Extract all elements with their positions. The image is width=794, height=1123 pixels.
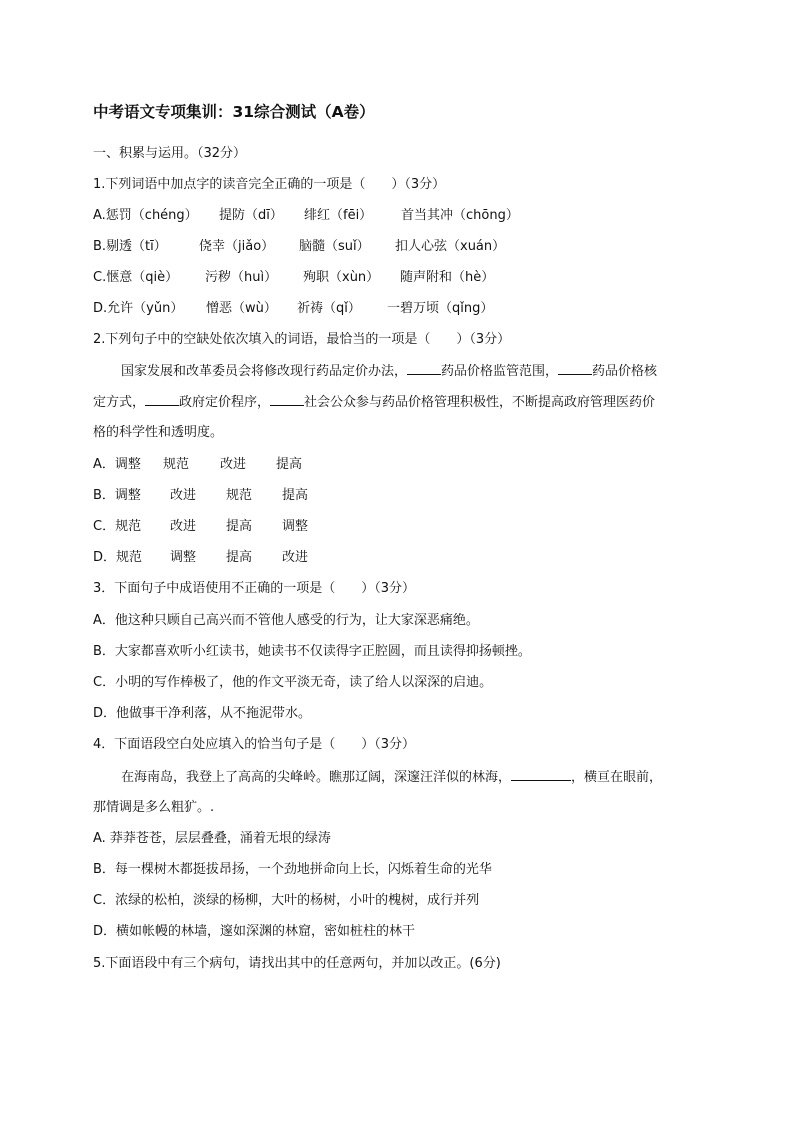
question-1-option-c (93, 269, 494, 287)
option-word: 规范 (226, 488, 253, 503)
option-word: 污秽（huì） (205, 270, 278, 285)
option-word: 提高 (226, 550, 253, 565)
passage-text: 国家发展和改革委员会将修改现行药品定价办法， (121, 364, 408, 379)
option-word: A.惩罚（chéng） (93, 208, 198, 223)
question-3-option-c: C．小明的写作棒极了，他的作文平淡无奇，读了给人以深深的启迪。 (93, 675, 493, 690)
question-1-option-a (93, 207, 519, 225)
passage-text: 定方式， (93, 395, 146, 410)
question-4-passage-line-2: 那情调是多么粗犷。. (93, 800, 215, 815)
answer-blank (407, 362, 441, 375)
option-word: C.惬意（qiè） (93, 270, 179, 285)
question-2-option-d (93, 549, 308, 567)
question-3-stem: 3．下面句子中成语使用不正确的一项是（ ）（3分） (93, 581, 416, 596)
option-word: 提高 (276, 457, 303, 472)
question-3-option-d: D．他做事干净利落，从不拖泥带水。 (93, 706, 312, 721)
question-4-passage-line-1 (121, 768, 662, 787)
option-word: 扣人心弦（xuán） (395, 239, 506, 254)
question-3-option-a: A．他这种只顾自己高兴而不管他人感受的行为，让大家深恶痛绝。 (93, 613, 479, 628)
option-word: 改进 (220, 457, 247, 472)
question-3-option-b: B．大家都喜欢听小红读书，她读书不仅读得字正腔圆，而且读得抑扬顿挫。 (93, 644, 531, 659)
question-2-passage-line-3: 格的科学性和透明度。 (93, 425, 224, 440)
question-2-stem: 2.下列句子中的空缺处依次填入的词语，最恰当的一项是（ ）（3分） (93, 332, 511, 347)
passage-text: 在海南岛，我登上了高高的尖峰岭。瞧那辽阔，深邃汪洋似的林海， (121, 770, 512, 785)
passage-text: 药品价格监管范围， (441, 364, 559, 379)
option-word: A．调整 (93, 457, 141, 472)
question-1-option-b (93, 238, 505, 256)
option-word: 调整 (170, 550, 197, 565)
passage-text: 政府定价程序， (179, 395, 271, 410)
question-4-option-c: C．浓绿的松柏，淡绿的杨柳，大叶的杨树，小叶的槐树，成行并列 (93, 893, 480, 908)
section-heading: 一、积累与运用。（32分） (93, 146, 247, 161)
question-5-stem: 5.下面语段中有三个病句，请找出其中的任意两句，并加以改正。(6分) (93, 956, 501, 971)
option-word: 随声附和（hè） (400, 270, 495, 285)
option-word: 改进 (170, 488, 197, 503)
option-word: 一碧万顷（qǐng） (387, 301, 494, 316)
option-word: 首当其冲（chōng） (401, 208, 519, 223)
passage-text: ，横亘在眼前， (571, 770, 663, 785)
option-word: 改进 (170, 519, 197, 534)
option-word: 提高 (226, 519, 253, 534)
option-word: 调整 (282, 519, 309, 534)
answer-blank (145, 393, 179, 406)
option-word: B.剔透（tī） (93, 239, 167, 254)
question-2-passage-line-1 (121, 362, 657, 381)
option-word: 殉职（xùn） (303, 270, 380, 285)
page-title: 中考语文专项集训：31综合测试（A卷） (93, 103, 375, 121)
question-4-option-b: B．每一棵树木都挺拔昂扬，一个劲地拼命向上长，闪烁着生命的光华 (93, 862, 492, 877)
option-word: 脑髓（suǐ） (299, 239, 370, 254)
question-2-option-a (93, 456, 302, 474)
option-word: 规范 (163, 457, 190, 472)
question-2-option-c (93, 518, 308, 536)
answer-blank (558, 362, 592, 375)
question-4-option-d: D．横如帐幔的林墙，邃如深渊的林窟，密如桩柱的林干 (93, 924, 416, 939)
option-word: C．规范 (93, 519, 142, 534)
question-2-passage-line-2 (93, 393, 655, 412)
question-2-option-b (93, 487, 308, 505)
option-word: B．调整 (93, 488, 141, 503)
question-4-stem: 4．下面语段空白处应填入的恰当句子是（ ）（3分） (93, 737, 416, 752)
question-1-stem: 1.下列词语中加点字的读音完全正确的一项是（ ）（3分） (93, 177, 446, 192)
option-word: 改进 (282, 550, 309, 565)
question-4-option-a: A. 莽莽苍苍，层层叠叠，涌着无垠的绿涛 (93, 831, 331, 846)
option-word: D.允许（yǔn） (93, 301, 184, 316)
option-word: 憎恶（wù） (206, 301, 277, 316)
option-word: 提防（dī） (219, 208, 283, 223)
option-word: 侥幸（jiǎo） (199, 239, 275, 254)
passage-text: 社会公众参与药品价格管理积极性，不断提高政府管理医药价 (304, 395, 656, 410)
answer-blank (511, 768, 571, 781)
answer-blank (270, 393, 304, 406)
option-word: 绯红（fēi） (304, 208, 373, 223)
question-1-option-d (93, 300, 493, 318)
option-word: 祈祷（qǐ） (297, 301, 361, 316)
passage-text: 药品价格核 (592, 364, 658, 379)
option-word: 提高 (282, 488, 309, 503)
option-word: D．规范 (93, 550, 143, 565)
